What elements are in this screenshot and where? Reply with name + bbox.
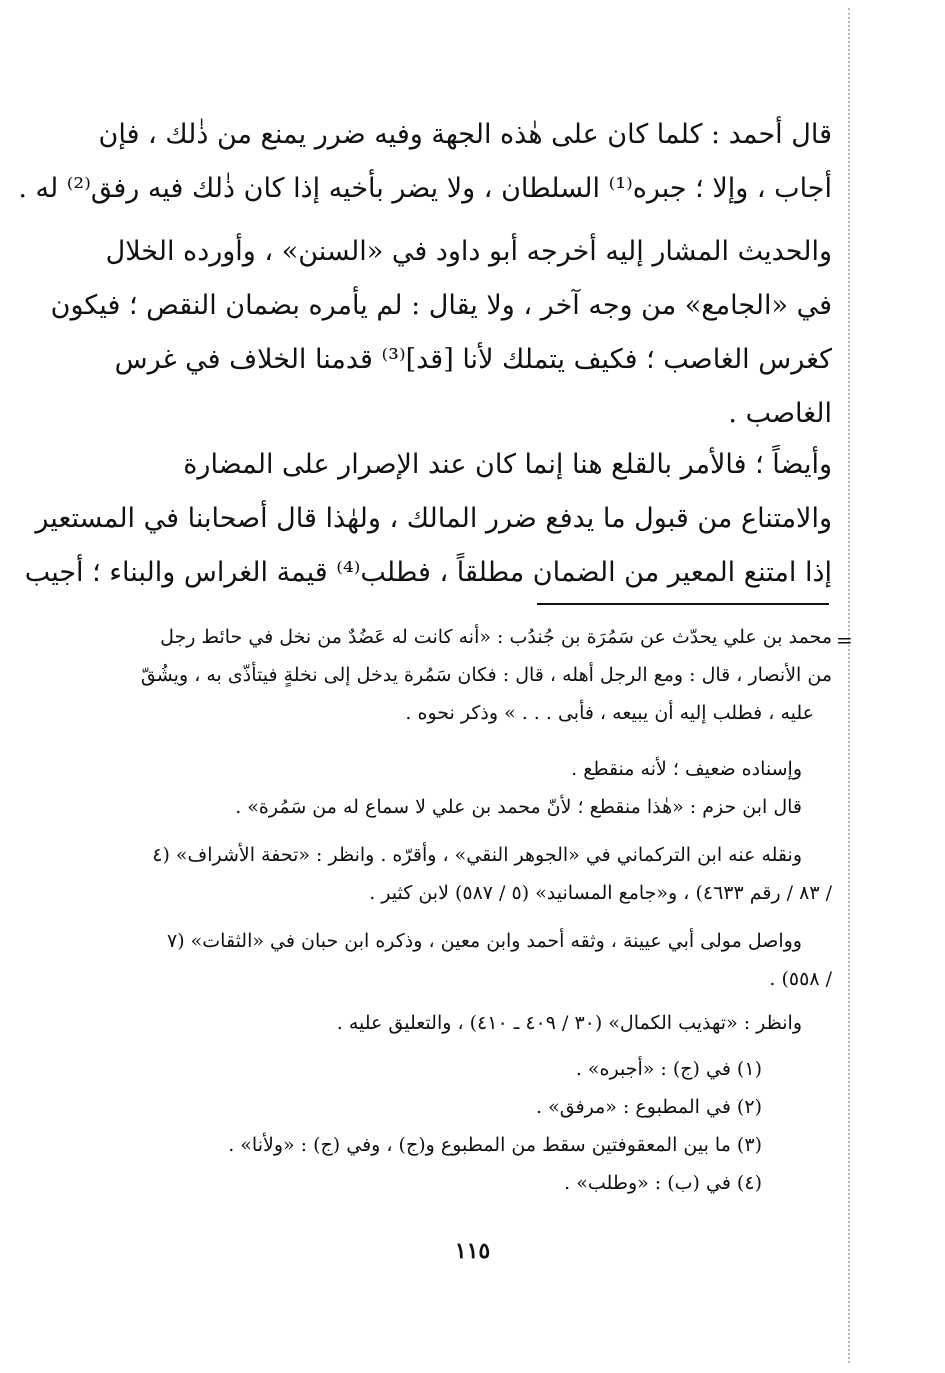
footnote-note — [100, 836, 832, 912]
footnote-line: عليه ، فطلب إليه أن يبيعه ، فأبى . . . » وذكر نحوه . — [405, 702, 814, 724]
footnote-note — [100, 922, 832, 998]
footnote-line: وانظر : «تهذيب الكمال» (٣٠ / ٤٠٩ ـ ٤١٠) ، والتعليق عليه . — [336, 1012, 802, 1034]
footnote-note — [100, 788, 832, 826]
page-number: ١١٥ — [454, 1238, 491, 1264]
footnote-line: وإسناده ضعيف ؛ لأنه منقطع . — [571, 758, 802, 780]
footnote-separator — [537, 603, 829, 605]
footnote-continued — [100, 618, 832, 732]
footnote-line: وواصل مولى أبي عيينة ، وثقه أحمد وابن معين ، وذكره ابن حبان في «الثقات» (٧ — [166, 930, 802, 952]
body-line: في «الجامع» من وجه آخر ، ولا يقال : لم يأمره بضمان النقص ؛ فيكون — [50, 290, 832, 321]
footnote-line: قال ابن حزم : «هٰذا منقطع ؛ لأنّ محمد بن علي لا سماع له من سَمُرة» . — [235, 796, 802, 818]
footnote-note — [100, 1004, 832, 1042]
footnote-note — [100, 750, 832, 788]
paragraph-2 — [50, 225, 832, 441]
paragraph-3 — [24, 438, 832, 600]
body-line: والحديث المشار إليه أخرجه أبو داود في «السنن» ، وأورده الخلال — [105, 236, 832, 267]
body-line: قال أحمد : كلما كان على هٰذه الجهة وفيه ضرر يمنع من ذٰلك ، فإن — [98, 119, 832, 150]
footnote-line: محمد بن علي يحدّث عن سَمُرَة بن جُندُب : «أنه كانت له عَضُدٌ من نخل في حائط رجل — [160, 626, 832, 648]
body-line: أجاب ، وإلا ؛ جبره⁽¹⁾ السلطان ، ولا يضر بأخيه إذا كان ذٰلك فيه رفق⁽²⁾ له . — [18, 173, 832, 204]
body-line: إذا امتنع المعير من الضمان مطلقاً ، فطلب⁽⁴⁾ قيمة الغراس والبناء ؛ أجيب — [24, 557, 832, 588]
footnote-item: (١) في (ج) : «أجبره» . — [575, 1058, 762, 1080]
footnote-line: / ٨٣ / رقم ٤٦٣٣) ، و«جامع المسانيد» (٥ / ٥٨٧) لابن كثير . — [369, 882, 832, 904]
footnote-item: (٣) ما بين المعقوفتين سقط من المطبوع و(ج) ، وفي (ج) : «ولأنا» . — [228, 1134, 762, 1156]
numbered-footnotes — [100, 1050, 832, 1202]
footnote-line: / ٥٥٨) . — [769, 968, 832, 990]
footnote-continuation-marker: = — [836, 628, 853, 652]
footnote-item: (٤) في (ب) : «وطلب» . — [564, 1172, 762, 1194]
body-line: كغرس الغاصب ؛ فكيف يتملك لأنا [قد]⁽³⁾ قدمنا الخلاف في غرس — [114, 344, 832, 375]
paragraph-1 — [18, 108, 832, 216]
body-line: وأيضاً ؛ فالأمر بالقلع هنا إنما كان عند الإصرار على المضارة — [183, 449, 832, 480]
scan-edge-dots — [848, 8, 850, 1363]
footnote-line: من الأنصار ، قال : ومع الرجل أهله ، قال : فكان سَمُرة يدخل إلى نخلةٍ فيتأذّى به ، ويشُقّ — [140, 664, 832, 686]
footnote-line: ونقله عنه ابن التركماني في «الجوهر النقي» ، وأقرّه . وانظر : «تحفة الأشراف» (٤ — [152, 844, 802, 866]
body-line: الغاصب . — [728, 398, 832, 429]
footnote-item: (٢) في المطبوع : «مرفق» . — [536, 1096, 762, 1118]
body-line: والامتناع من قبول ما يدفع ضرر المالك ، ولهٰذا قال أصحابنا في المستعير — [35, 503, 832, 534]
